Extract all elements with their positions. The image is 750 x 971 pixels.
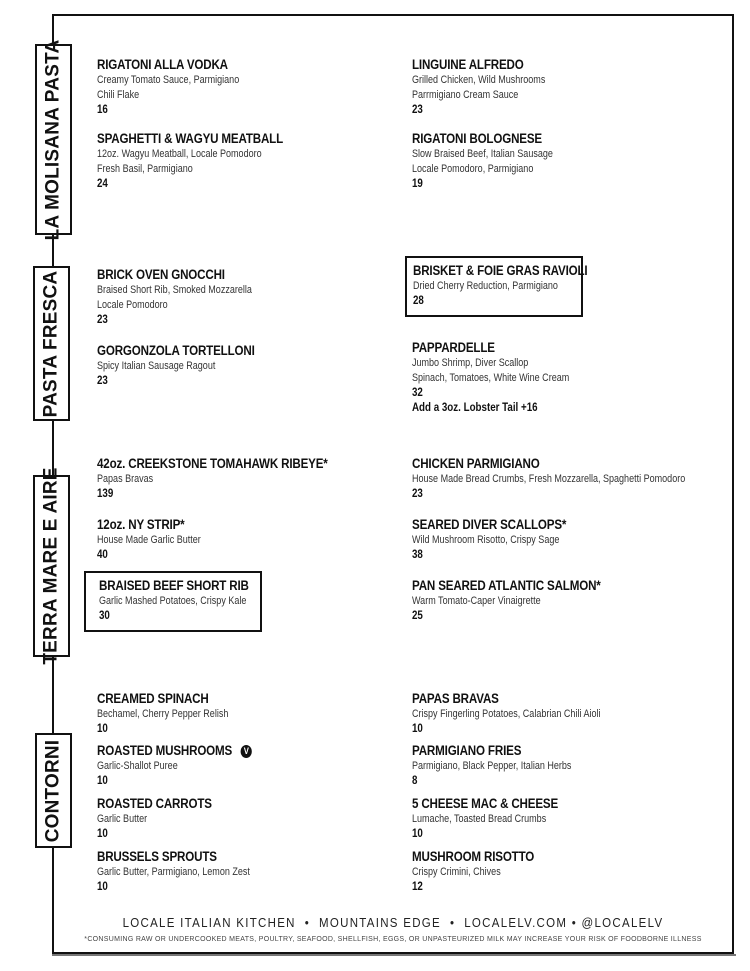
item-desc: Parmigiano, Black Pepper, Italian Herbs — [412, 760, 572, 772]
item-price: 10 — [97, 881, 108, 893]
item-price: 25 — [412, 610, 423, 622]
menu-item — [412, 691, 712, 737]
item-price: 23 — [97, 314, 108, 326]
menu-item — [412, 57, 712, 118]
item-desc: Wild Mushroom Risotto, Crispy Sage — [412, 534, 560, 546]
menu-item — [412, 578, 712, 624]
item-name: PAPAS BRAVAS — [412, 691, 499, 706]
item-price: 30 — [99, 610, 110, 622]
item-desc: Spicy Italian Sausage Ragout — [97, 360, 216, 372]
item-name: SPAGHETTI & WAGYU MEATBALL — [97, 131, 284, 146]
item-price: 10 — [97, 775, 108, 787]
item-name: PAN SEARED ATLANTIC SALMON* — [412, 578, 601, 593]
item-desc: Papas Bravas — [97, 473, 154, 485]
item-desc: Garlic Mashed Potatoes, Crispy Kale — [99, 595, 247, 607]
frame-shadow — [52, 954, 736, 956]
section-label-la-molisana-pasta: LA MOLISANA PASTA — [35, 44, 72, 235]
item-desc: Lumache, Toasted Bread Crumbs — [412, 813, 547, 825]
item-desc: Chili Flake — [97, 89, 140, 101]
item-price: 23 — [412, 488, 423, 500]
item-desc: Spinach, Tomatoes, White Wine Cream — [412, 372, 570, 384]
item-name: LINGUINE ALFREDO — [412, 57, 524, 72]
featured-menu-item — [84, 571, 262, 632]
item-name: BRAISED BEEF SHORT RIB — [99, 578, 249, 593]
item-price: 139 — [97, 488, 114, 500]
item-price: 24 — [97, 178, 108, 190]
item-name: RIGATONI BOLOGNESE — [412, 131, 543, 146]
menu-item — [412, 131, 712, 192]
item-price: 12 — [412, 881, 423, 893]
menu-item — [412, 849, 712, 895]
item-desc: House Made Garlic Butter — [97, 534, 201, 546]
item-name: 42oz. CREEKSTONE TOMAHAWK RIBEYE* — [97, 456, 328, 471]
item-price: 32 — [412, 387, 423, 399]
item-name: 12oz. NY STRIP* — [97, 517, 185, 532]
item-desc: Jumbo Shrimp, Diver Scallop — [412, 357, 529, 369]
item-desc: Garlic Butter — [97, 813, 148, 825]
item-name: PAPPARDELLE — [412, 340, 495, 355]
menu-item — [97, 849, 397, 895]
item-addon: Add a 3oz. Lobster Tail +16 — [412, 402, 538, 414]
item-name: ROASTED MUSHROOMS V — [97, 743, 355, 759]
featured-menu-item — [405, 256, 588, 317]
item-name: SEARED DIVER SCALLOPS* — [412, 517, 567, 532]
item-desc: Creamy Tomato Sauce, Parmigiano — [97, 74, 240, 86]
menu-item — [97, 796, 397, 842]
item-price: 10 — [412, 723, 423, 735]
item-desc: Braised Short Rib, Smoked Mozzarella — [97, 284, 252, 296]
item-price: 10 — [412, 828, 423, 840]
item-desc: 12oz. Wagyu Meatball, Locale Pomodoro — [97, 148, 262, 160]
item-price: 10 — [97, 723, 108, 735]
vegetarian-icon: V — [241, 745, 252, 758]
item-desc: Garlic Butter, Parmigiano, Lemon Zest — [97, 866, 250, 878]
menu-item — [97, 131, 397, 192]
item-name: RIGATONI ALLA VODKA — [97, 57, 228, 72]
item-desc: Garlic-Shallot Puree — [97, 760, 178, 772]
item-desc: Grilled Chicken, Wild Mushrooms — [412, 74, 546, 86]
item-price: 10 — [97, 828, 108, 840]
menu-item — [97, 691, 397, 737]
item-price: 23 — [97, 375, 108, 387]
item-name: MUSHROOM RISOTTO — [412, 849, 535, 864]
menu-item — [412, 517, 712, 563]
menu-item — [97, 743, 397, 789]
section-label-pasta-fresca: PASTA FRESCA — [33, 266, 70, 421]
item-price: 23 — [412, 104, 423, 116]
item-name: BRICK OVEN GNOCCHI — [97, 267, 225, 282]
item-desc: Bechamel, Cherry Pepper Relish — [97, 708, 229, 720]
menu-item — [97, 267, 397, 328]
item-price: 40 — [97, 549, 108, 561]
item-price: 19 — [412, 178, 423, 190]
item-name: 5 CHEESE MAC & CHEESE — [412, 796, 559, 811]
item-price: 8 — [412, 775, 418, 787]
menu-item — [412, 796, 712, 842]
item-desc: Dried Cherry Reduction, Parmigiano — [413, 280, 558, 292]
item-name: CHICKEN PARMIGIANO — [412, 456, 540, 471]
item-desc: Slow Braised Beef, Italian Sausage — [412, 148, 553, 160]
footer-disclaimer: *CONSUMING RAW OR UNDERCOOKED MEATS, POULTRY, SEAFOOD, SHELLFISH, EGGS, OR UNPASTEURIZED MILK MAY INCREASE YOUR RISK OF FOODBORNE ILLNESS — [84, 936, 702, 943]
menu-item — [412, 743, 712, 789]
item-name: GORGONZOLA TORTELLONI — [97, 343, 255, 358]
item-desc: Warm Tomato-Caper Vinaigrette — [412, 595, 541, 607]
menu-item — [97, 57, 397, 118]
section-label-contorni: CONTORNI — [35, 733, 72, 848]
item-desc: Locale Pomodoro — [97, 299, 168, 311]
item-price: 38 — [412, 549, 423, 561]
item-name: ROASTED CARROTS — [97, 796, 212, 811]
menu-item — [97, 456, 397, 502]
menu-item — [97, 517, 397, 563]
item-desc: Parrmigiano Cream Sauce — [412, 89, 519, 101]
menu-item — [412, 340, 712, 416]
item-desc: Crispy Fingerling Potatoes, Calabrian Chili Aioli — [412, 708, 601, 720]
item-name: PARMIGIANO FRIES — [412, 743, 522, 758]
item-name: BRISKET & FOIE GRAS RAVIOLI — [413, 263, 588, 278]
item-desc: Locale Pomodoro, Parmigiano — [412, 163, 534, 175]
item-name: BRUSSELS SPROUTS — [97, 849, 217, 864]
menu-item — [97, 343, 397, 389]
item-name: CREAMED SPINACH — [97, 691, 209, 706]
item-price: 28 — [413, 295, 424, 307]
item-desc: Crispy Crimini, Chives — [412, 866, 501, 878]
item-price: 16 — [97, 104, 108, 116]
menu-item — [412, 456, 712, 502]
footer-contact: LOCALE ITALIAN KITCHEN • MOUNTAINS EDGE • LOCALELV.COM • @LOCALELV — [122, 916, 664, 930]
item-desc: House Made Bread Crumbs, Fresh Mozzarella, Spaghetti Pomodoro — [412, 473, 686, 485]
section-label-terra-mare-e-aire: TERRA MARE E AIRE — [33, 475, 70, 657]
item-desc: Fresh Basil, Parmigiano — [97, 163, 193, 175]
